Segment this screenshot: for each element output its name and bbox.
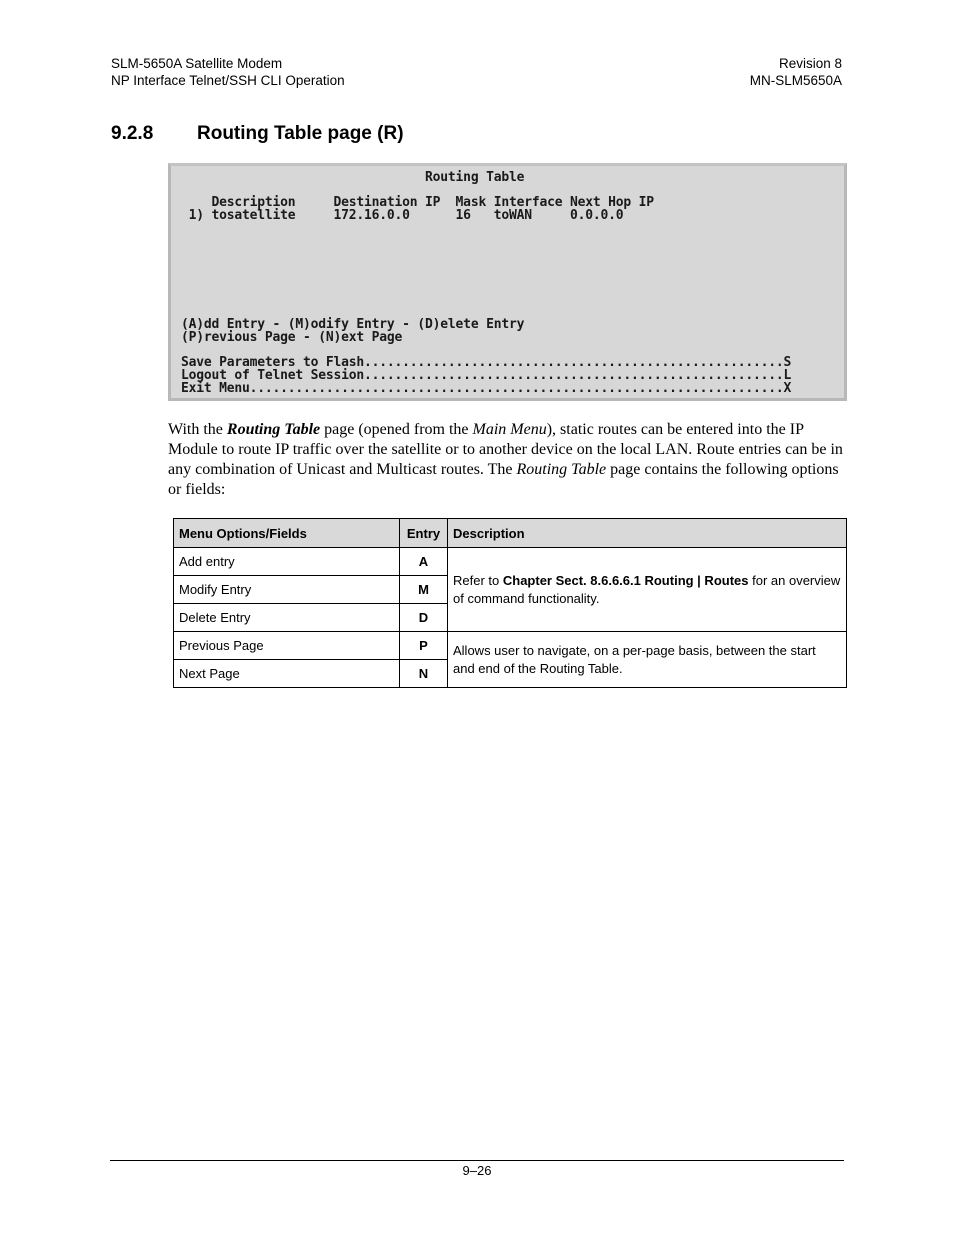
intro-main-menu-emph: Main Menu — [472, 421, 547, 438]
option-name: Add entry — [174, 548, 400, 576]
option-description — [448, 548, 847, 632]
terminal-screenshot — [168, 163, 847, 401]
section-title: Routing Table page (R) — [197, 123, 404, 144]
terminal-exit-option: Exit Menu......................................................................X — [181, 381, 792, 396]
option-name: Previous Page — [174, 632, 400, 660]
terminal-save-option: Save Parameters to Flash.......................................................S — [181, 355, 792, 370]
running-header-left — [111, 56, 345, 89]
terminal-title: Routing Table — [181, 170, 525, 185]
option-entry: M — [400, 576, 448, 604]
desc-text: Refer to — [453, 572, 503, 588]
footer-rule — [110, 1160, 844, 1161]
options-table — [173, 518, 847, 688]
intro-paragraph — [168, 420, 844, 500]
desc-reference: Chapter Sect. 8.6.6.6.1 Routing | Routes — [502, 572, 749, 588]
table-row — [174, 632, 847, 660]
desc-text: for an overview of command functionality. — [453, 572, 841, 606]
option-description: Allows user to navigate, on a per-page basis, between the start and end of the Routing Table. — [448, 632, 847, 688]
header-doc-number: MN-SLM5650A — [749, 72, 842, 88]
option-name: Next Page — [174, 660, 400, 688]
terminal-edit-options: (A)dd Entry - (M)odify Entry - (D)elete Entry — [181, 317, 525, 332]
terminal-logout-option: Logout of Telnet Session.......................................................L — [181, 368, 792, 383]
col-header-description: Description — [448, 519, 847, 548]
intro-text: page (opened from the — [320, 421, 473, 438]
option-entry: D — [400, 604, 448, 632]
intro-text: page contains the following options or fields: — [168, 461, 839, 498]
header-chapter: NP Interface Telnet/SSH CLI Operation — [111, 72, 345, 88]
intro-text: ), static routes can be entered into the IP Module to route IP traffic over the satellite or to another device on the local LAN. Route entries can be in any combination of Unicast and Multicast routes. The — [168, 421, 843, 478]
terminal-route-row: 1) tosatellite 172.16.0.0 16 toWAN 0.0.0.0 — [181, 208, 624, 223]
option-entry: P — [400, 632, 448, 660]
table-row — [174, 548, 847, 576]
running-header-right — [750, 56, 842, 89]
col-header-options: Menu Options/Fields — [174, 519, 400, 548]
header-revision: Revision 8 — [778, 56, 842, 71]
table-header-row — [174, 519, 847, 548]
option-name: Delete Entry — [174, 604, 400, 632]
col-header-entry: Entry — [400, 519, 448, 548]
terminal-page-options: (P)revious Page - (N)ext Page — [181, 330, 403, 345]
option-entry: A — [400, 548, 448, 576]
header-product: SLM-5650A Satellite Modem — [111, 56, 283, 71]
section-number: 9.2.8 — [111, 123, 154, 144]
terminal-column-headers: Description Destination IP Mask Interface Next Hop IP — [181, 195, 654, 210]
section-heading — [111, 123, 404, 145]
intro-routing-table-emph-2: Routing Table — [516, 461, 607, 478]
intro-routing-table-emph: Routing Table — [226, 421, 321, 438]
page-number: 9–26 — [462, 1163, 492, 1178]
option-name: Modify Entry — [174, 576, 400, 604]
intro-text: With the — [168, 421, 227, 438]
option-entry: N — [400, 660, 448, 688]
